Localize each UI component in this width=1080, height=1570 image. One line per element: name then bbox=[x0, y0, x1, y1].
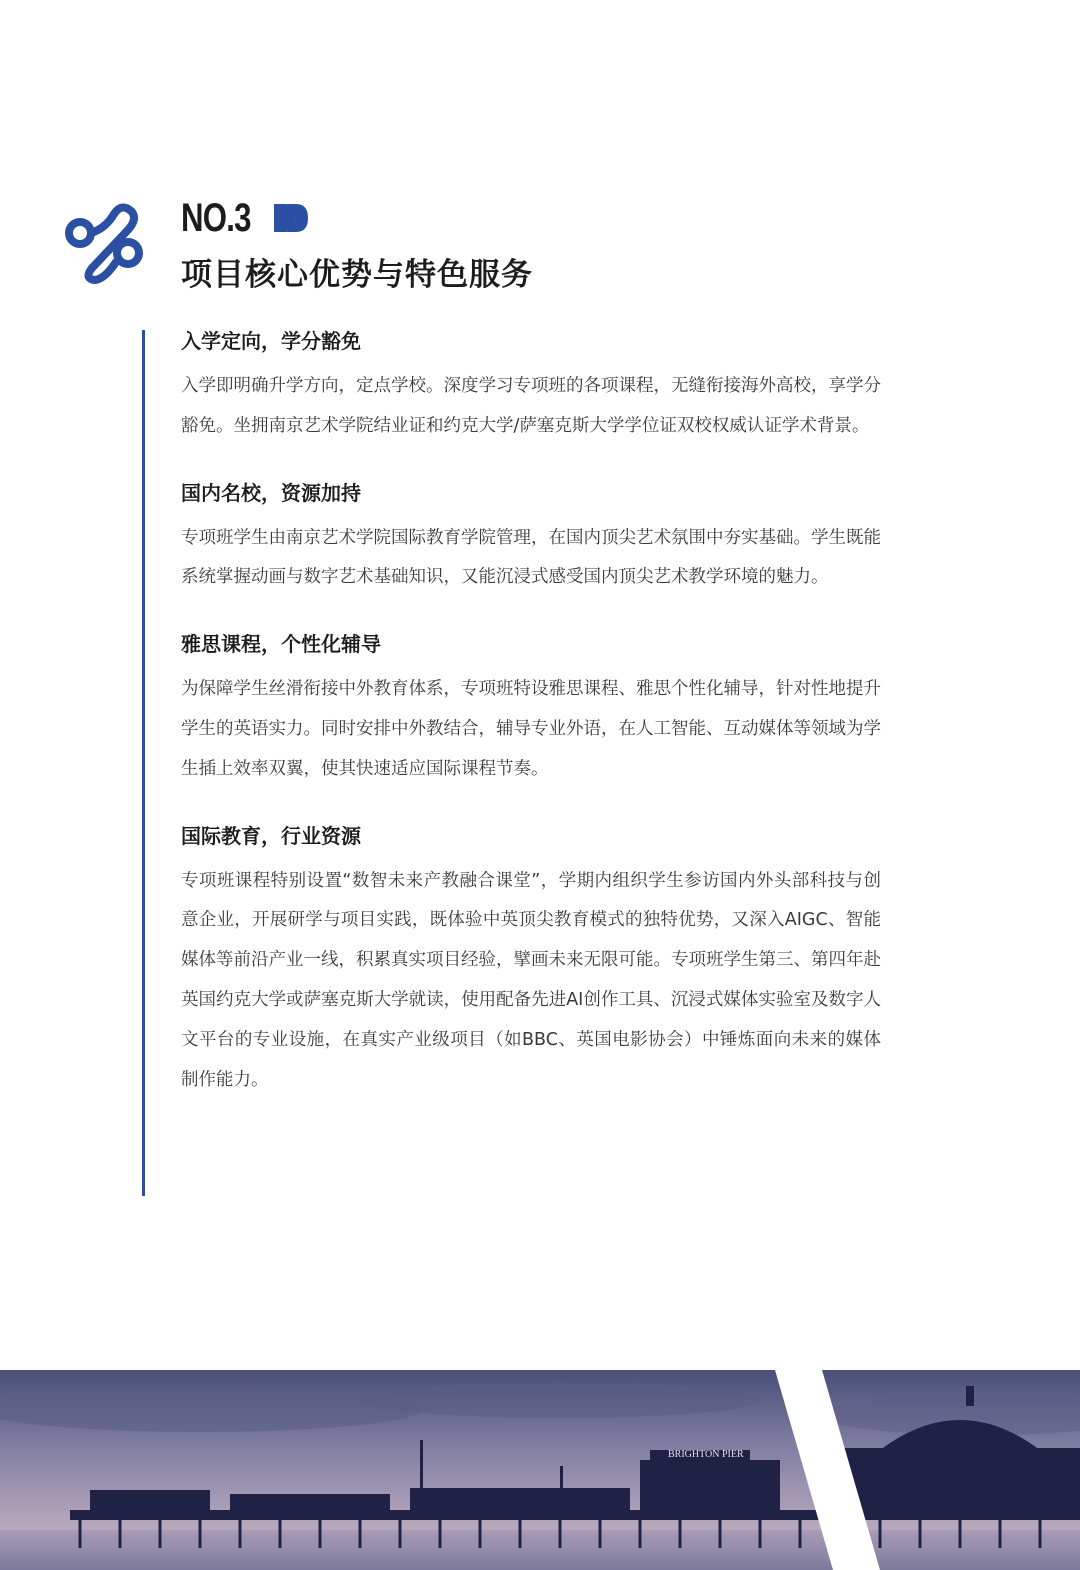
content-area bbox=[181, 327, 881, 1132]
feature-block bbox=[181, 822, 881, 1101]
double-play-icon bbox=[274, 202, 308, 234]
feature-block bbox=[181, 479, 881, 599]
feature-title: 国际教育，行业资源 bbox=[181, 823, 361, 848]
feature-block bbox=[181, 327, 881, 447]
feature-text: 为保障学生丝滑衔接中外教育体系，专项班特设雅思课程、雅思个性化辅导，针对性地提升学生的英语实力。同时安排中外教结合，辅导专业外语，在人工智能、互动媒体等领域为学生插上效率双翼，使其快速适应国际课程节奏。 bbox=[181, 679, 881, 779]
chain-link-icon bbox=[60, 198, 150, 288]
feature-text: 专项班课程特别设置“数智未来产教融合课堂”，学期内组织学生参访国内外头部科技与创意企业，开展研学与项目实践，既体验中英顶尖教育模式的独特优势，又深入AIGC、智能媒体等前沿产业一线，积累真实项目经验，擘画未来无限可能。专项班学生第三、第四年赴英国约克大学或萨塞克斯大学就读，使用配备先进AI创作工具、沉浸式媒体实验室及数字人文平台的专业设施，在真实产业级项目（如BBC、英国电影协会）中锤炼面向未来的媒体制作能力。 bbox=[181, 870, 881, 1090]
pier-sign: BRIGHTON PIER bbox=[668, 1449, 744, 1460]
feature-title: 国内名校，资源加持 bbox=[181, 480, 361, 505]
feature-title: 入学定向，学分豁免 bbox=[181, 329, 361, 353]
feature-text: 专项班学生由南京艺术学院国际教育学院管理，在国内顶尖艺术氛围中夯实基础。学生既能系统掌握动画与数字艺术基础知识，又能沉浸式感受国内顶尖艺术教学环境的魅力。 bbox=[181, 527, 881, 588]
feature-text: 入学即明确升学方向，定点学校。深度学习专项班的各项课程，无缝衔接海外高校，享学分豁免。坐拥南京艺术学院结业证和约克大学/萨塞克斯大学学位证双校权威认证学术背景。 bbox=[181, 376, 881, 436]
page-title: 项目核心优势与特色服务 bbox=[181, 257, 533, 293]
vertical-divider bbox=[142, 330, 145, 1196]
pier-photo bbox=[0, 1370, 1080, 1570]
feature-block bbox=[181, 630, 881, 789]
feature-title: 雅思课程，个性化辅导 bbox=[181, 632, 381, 657]
section-number: NO.3 bbox=[181, 196, 251, 240]
